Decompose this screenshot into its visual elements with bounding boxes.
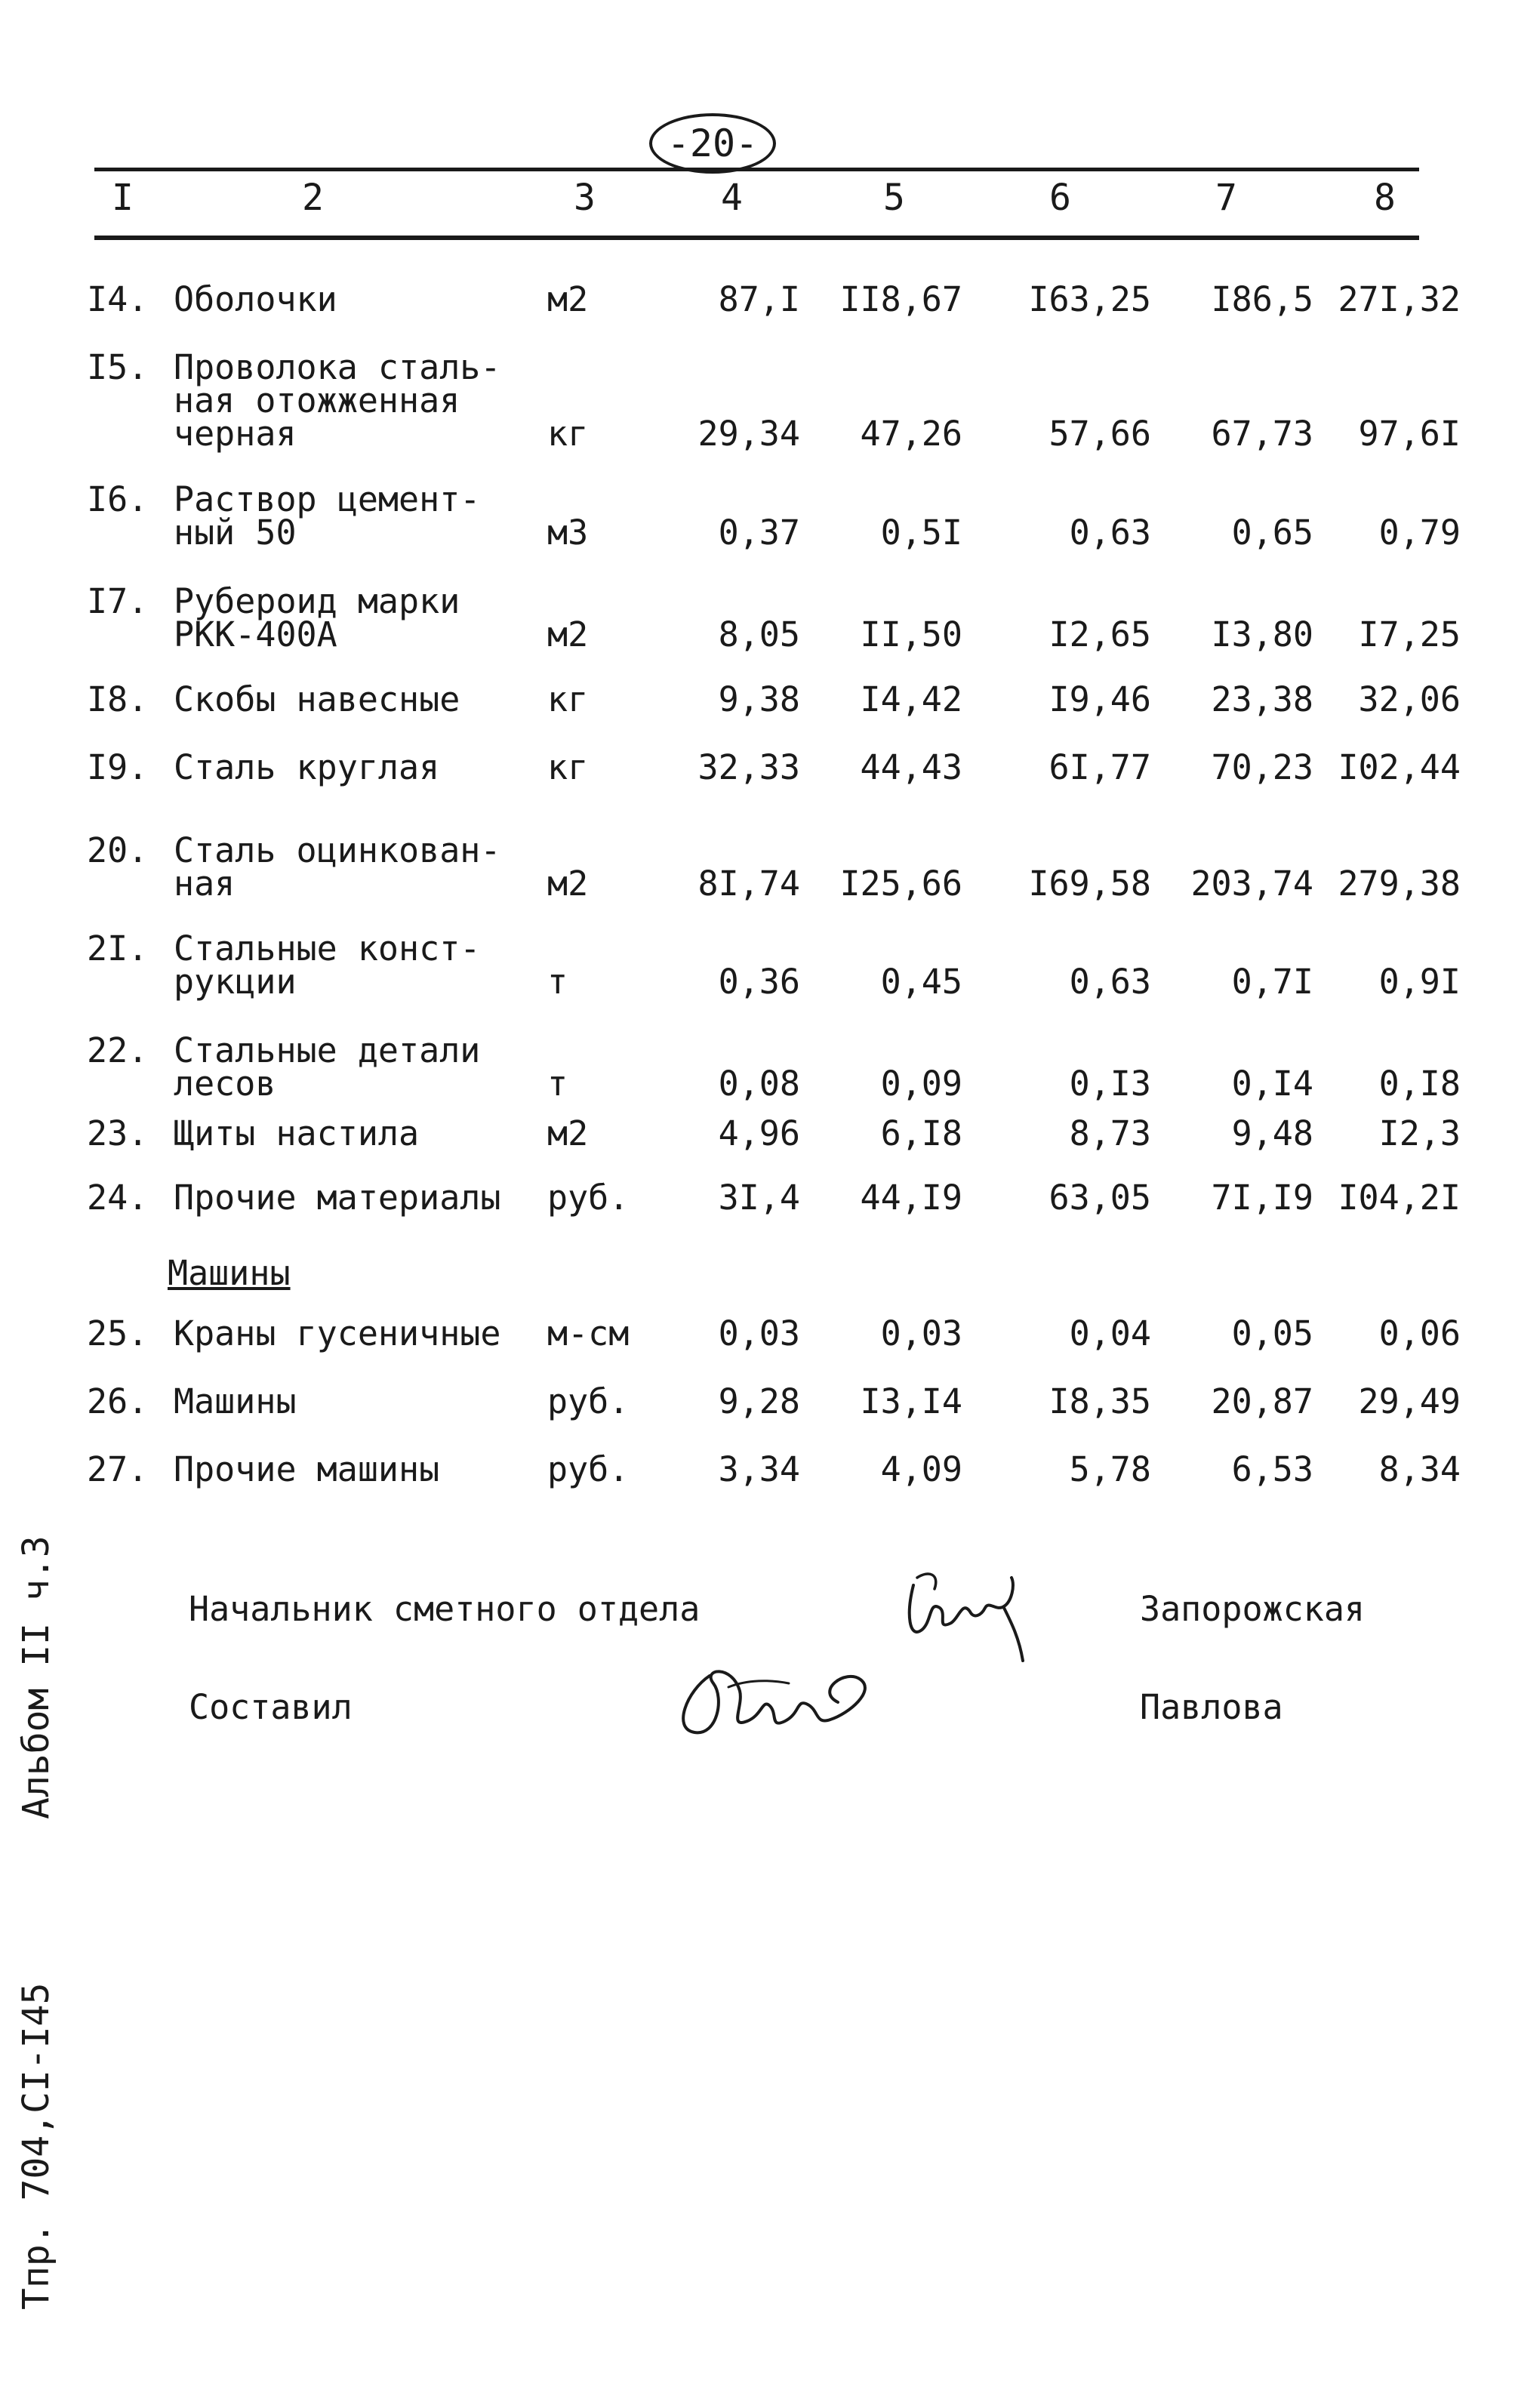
row-value-col-5: I4,42 — [860, 679, 962, 719]
row-value-col-7: 0,05 — [1231, 1313, 1313, 1353]
row-value-col-5: 6,I8 — [880, 1113, 962, 1153]
row-value-col-7: I3,80 — [1211, 614, 1313, 654]
row-value-col-4: 9,38 — [718, 679, 800, 719]
row-value-col-6: 57,66 — [1048, 414, 1151, 454]
row-value-col-4: 0,03 — [718, 1313, 800, 1353]
row-unit: руб. — [547, 1449, 630, 1489]
row-unit: кг — [547, 747, 589, 787]
row-value-col-7: 9,48 — [1231, 1113, 1313, 1153]
column-header-4: 4 — [721, 177, 743, 219]
row-value-col-5: 0,45 — [880, 962, 962, 1002]
row-value-col-4: 8I,74 — [697, 864, 800, 904]
row-value-col-4: 29,34 — [697, 414, 800, 454]
row-value-col-8: I7,25 — [1358, 614, 1461, 654]
row-unit: руб. — [547, 1381, 630, 1421]
row-number: 22. — [87, 1030, 149, 1070]
row-unit: м3 — [547, 513, 589, 553]
row-value-col-4: 8,05 — [718, 614, 800, 654]
row-value-col-7: 20,87 — [1211, 1381, 1313, 1421]
column-header-1: I — [112, 177, 134, 219]
row-value-col-6: I8,35 — [1048, 1381, 1151, 1421]
row-value-col-6: 0,63 — [1069, 962, 1151, 1002]
row-value-col-5: II,50 — [860, 614, 962, 654]
row-value-col-4: 87,I — [718, 279, 800, 319]
column-header-6: 6 — [1049, 177, 1071, 219]
column-header-8: 8 — [1374, 177, 1396, 219]
row-value-col-5: 0,03 — [880, 1313, 962, 1353]
row-value-col-5: 0,5I — [880, 513, 962, 553]
row-value-col-8: 32,06 — [1358, 679, 1461, 719]
row-value-col-5: I25,66 — [839, 864, 962, 904]
row-value-col-4: 3I,4 — [718, 1178, 800, 1218]
row-value-col-8: I04,2I — [1338, 1178, 1461, 1218]
row-value-col-7: 7I,I9 — [1211, 1178, 1313, 1218]
head-of-department-label: Начальник сметного отдела — [189, 1589, 701, 1629]
compiler-label: Составил — [189, 1687, 353, 1727]
row-value-col-8: 8,34 — [1378, 1449, 1461, 1489]
row-value-col-7: 203,74 — [1190, 864, 1313, 904]
row-value-col-4: 4,96 — [718, 1113, 800, 1153]
row-unit: кг — [547, 679, 589, 719]
row-value-col-7: 70,23 — [1211, 747, 1313, 787]
column-header-5: 5 — [883, 177, 905, 219]
row-unit: т — [547, 962, 568, 1002]
compiler-signature — [657, 1646, 883, 1759]
row-value-col-8: 29,49 — [1358, 1381, 1461, 1421]
page-number: -20- — [649, 113, 776, 174]
row-material-name: Стальные детали лесов — [174, 1030, 481, 1104]
row-number: I8. — [87, 679, 149, 719]
row-value-col-6: I63,25 — [1028, 279, 1151, 319]
row-value-col-5: 4,09 — [880, 1449, 962, 1489]
row-material-name: Прочие машины — [174, 1449, 440, 1489]
row-material-name: Стальные конст- рукции — [174, 928, 481, 1002]
row-number: 27. — [87, 1449, 149, 1489]
row-value-col-8: 0,06 — [1378, 1313, 1461, 1353]
row-value-col-6: 8,73 — [1069, 1113, 1151, 1153]
row-value-col-6: 0,04 — [1069, 1313, 1151, 1353]
column-header-2: 2 — [302, 177, 324, 219]
row-number: I9. — [87, 747, 149, 787]
header-rule-bottom — [94, 236, 1419, 240]
row-value-col-5: II8,67 — [839, 279, 962, 319]
head-signature — [898, 1555, 1049, 1668]
row-material-name: Раствор цемент- ный 50 — [174, 479, 481, 553]
row-number: 23. — [87, 1113, 149, 1153]
row-value-col-8: I02,44 — [1338, 747, 1461, 787]
row-value-col-8: 279,38 — [1338, 864, 1461, 904]
row-value-col-8: 27I,32 — [1338, 279, 1461, 319]
row-material-name: Машины — [174, 1381, 297, 1421]
row-value-col-4: 0,37 — [718, 513, 800, 553]
row-material-name: Прочие материалы — [174, 1178, 501, 1218]
column-header-3: 3 — [574, 177, 596, 219]
row-value-col-4: 32,33 — [697, 747, 800, 787]
row-value-col-7: 0,I4 — [1231, 1064, 1313, 1104]
row-number: I5. — [87, 347, 149, 387]
row-material-name: Краны гусеничные — [174, 1313, 501, 1353]
row-value-col-4: 0,08 — [718, 1064, 800, 1104]
row-material-name: Сталь оцинкован- ная — [174, 830, 501, 904]
row-number: 26. — [87, 1381, 149, 1421]
row-unit: кг — [547, 414, 589, 454]
row-material-name: Оболочки — [174, 279, 337, 319]
row-unit: м2 — [547, 1113, 589, 1153]
row-number: I4. — [87, 279, 149, 319]
row-material-name: Проволока сталь- ная отожженная черная — [174, 347, 501, 454]
row-value-col-6: I2,65 — [1048, 614, 1151, 654]
row-material-name: Скобы навесные — [174, 679, 460, 719]
document-code: Тпр. 704,CI-I45 — [15, 1982, 57, 2310]
row-value-col-5: I3,I4 — [860, 1381, 962, 1421]
row-value-col-7: 67,73 — [1211, 414, 1313, 454]
row-number: 20. — [87, 830, 149, 870]
row-unit: руб. — [547, 1178, 630, 1218]
row-unit: т — [547, 1064, 568, 1104]
row-value-col-4: 9,28 — [718, 1381, 800, 1421]
section-title-machines: Машины — [168, 1253, 291, 1293]
row-number: I7. — [87, 581, 149, 621]
row-number: 25. — [87, 1313, 149, 1353]
row-value-col-7: I86,5 — [1211, 279, 1313, 319]
row-value-col-8: 97,6I — [1358, 414, 1461, 454]
row-value-col-8: 0,9I — [1378, 962, 1461, 1002]
row-unit: м2 — [547, 614, 589, 654]
row-value-col-5: 44,I9 — [860, 1178, 962, 1218]
row-unit: м2 — [547, 864, 589, 904]
row-value-col-6: 5,78 — [1069, 1449, 1151, 1489]
row-unit: м-см — [547, 1313, 630, 1353]
row-number: 24. — [87, 1178, 149, 1218]
row-value-col-7: 0,7I — [1231, 962, 1313, 1002]
row-value-col-7: 0,65 — [1231, 513, 1313, 553]
row-unit: м2 — [547, 279, 589, 319]
row-value-col-8: 0,I8 — [1378, 1064, 1461, 1104]
row-value-col-4: 0,36 — [718, 962, 800, 1002]
row-material-name: Сталь круглая — [174, 747, 440, 787]
row-value-col-6: 0,I3 — [1069, 1064, 1151, 1104]
row-value-col-8: I2,3 — [1378, 1113, 1461, 1153]
row-number: I6. — [87, 479, 149, 519]
row-value-col-6: I69,58 — [1028, 864, 1151, 904]
compiler-name: Павлова — [1140, 1687, 1283, 1727]
row-value-col-6: I9,46 — [1048, 679, 1151, 719]
row-material-name: Щиты настила — [174, 1113, 420, 1153]
row-value-col-6: 0,63 — [1069, 513, 1151, 553]
row-value-col-6: 6I,77 — [1048, 747, 1151, 787]
row-value-col-5: 47,26 — [860, 414, 962, 454]
row-number: 2I. — [87, 928, 149, 968]
row-value-col-7: 23,38 — [1211, 679, 1313, 719]
row-value-col-7: 6,53 — [1231, 1449, 1313, 1489]
album-reference: Альбом II ч.3 — [15, 1535, 57, 1819]
row-value-col-6: 63,05 — [1048, 1178, 1151, 1218]
row-value-col-5: 0,09 — [880, 1064, 962, 1104]
column-header-7: 7 — [1215, 177, 1237, 219]
row-value-col-8: 0,79 — [1378, 513, 1461, 553]
row-value-col-4: 3,34 — [718, 1449, 800, 1489]
row-material-name: Рубероид марки РКК-400А — [174, 581, 460, 654]
row-value-col-5: 44,43 — [860, 747, 962, 787]
header-rule-top — [94, 168, 1419, 171]
head-of-department-name: Запорожская — [1140, 1589, 1366, 1629]
